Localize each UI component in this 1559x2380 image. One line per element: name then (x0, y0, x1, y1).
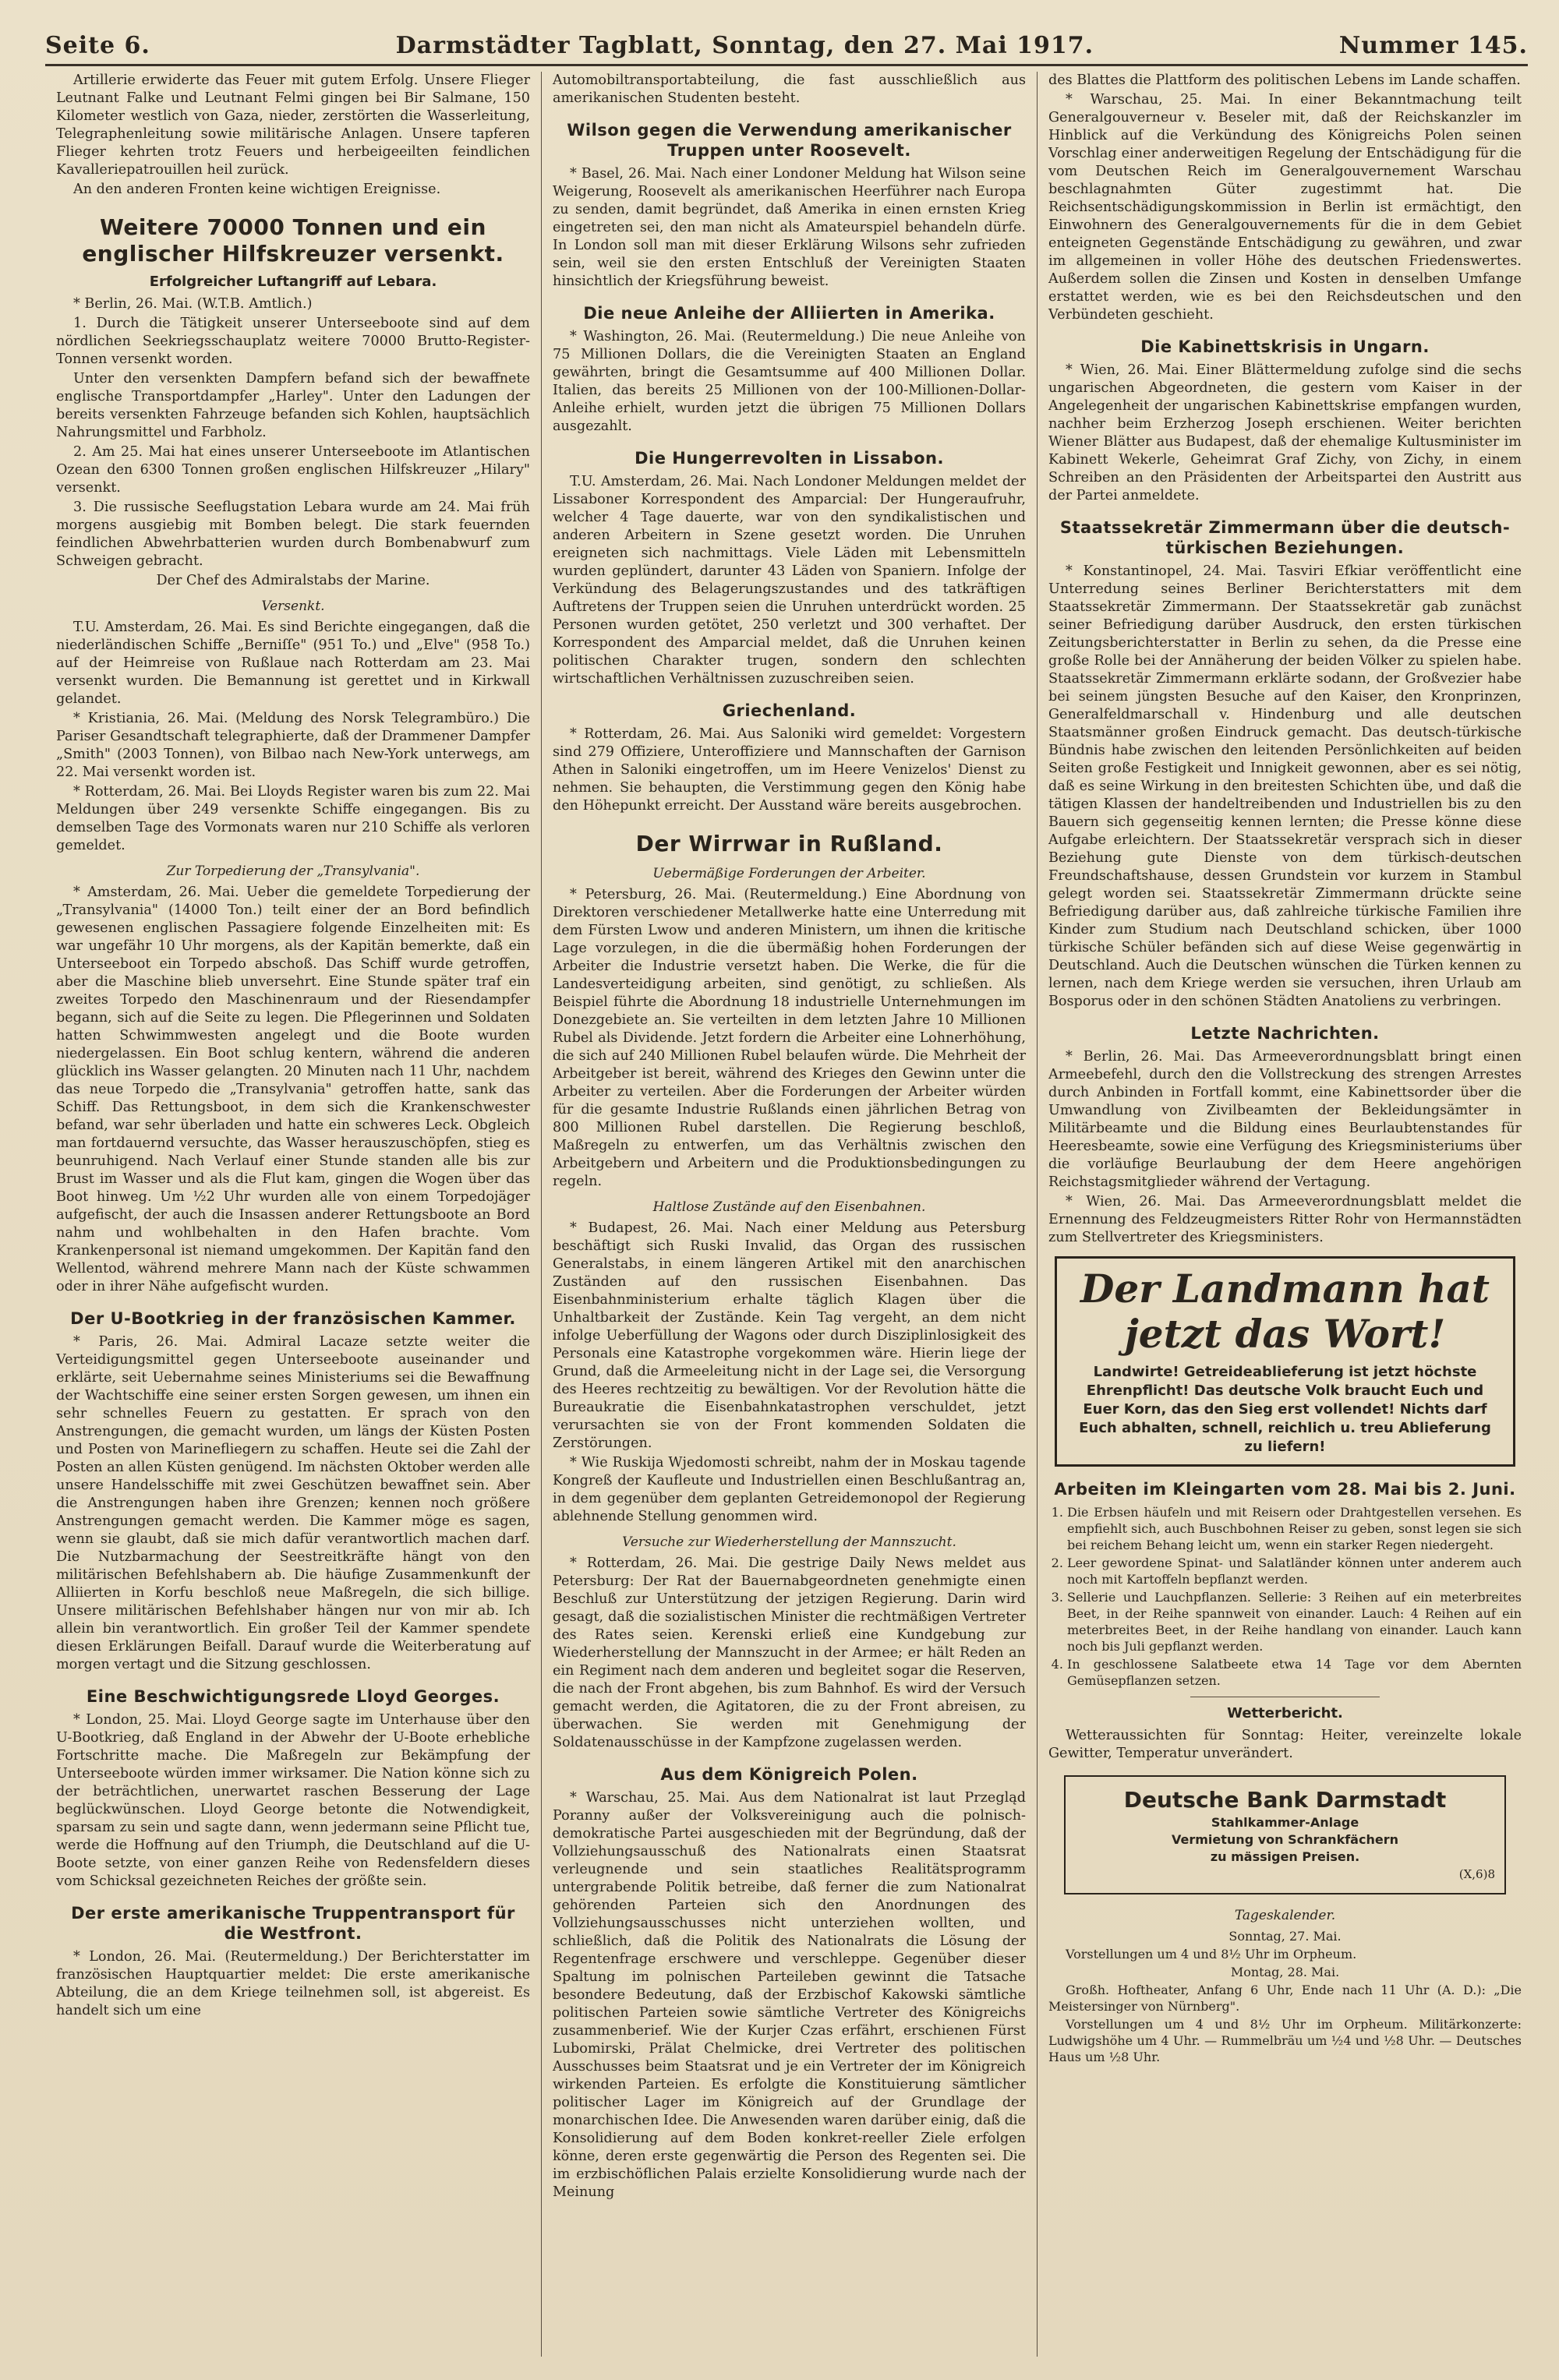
headline: Staatssekretär Zimmermann über die deutsch-türkischen Beziehungen. (1059, 518, 1511, 557)
article-text: * Berlin, 26. Mai. (W.T.B. Amtlich.) (73, 296, 313, 312)
headline: Die Kabinettskrisis in Ungarn. (1140, 337, 1430, 356)
article-text: des Blattes die Plattform des politischen Lebens im Lande schaffen. (1048, 72, 1521, 88)
article-signature: Der Chef des Admiralstabs der Marine. (156, 573, 430, 588)
ad-code: (X,6)8 (1458, 1867, 1495, 1881)
headline: Eine Beschwichtigungsrede Lloyd Georges. (86, 1687, 500, 1706)
headline: Wetterbericht. (1227, 1705, 1343, 1721)
article-text: * Warschau, 25. Mai. Aus dem Nationalrat ist laut Przegląd Poranny außer der Volksvereinigung auch die polnisch-demokratische Partei ausgeschieden mit der Begründung, daß der Vollziehungsausschuß des Nationalrats einen Staatsrat verleugnende und sein staatliches Realitätsprogramm untergrabende Politik betreibe, daß ferner die zum Nationalrat gehörenden Parteien sich den Anordnungen des Vollziehungsausschusses nicht unterziehen wollten, und schließlich, daß die Politik des Nationalrats die Lösung der Regentenfrage erschwere und verschleppe. Gegenüber dieser Spaltung im polnischen Parteileben gewinnt die Tatsache besondere Bedeutung, daß der Erzbischof Kakowski sämtliche politischen Parteien sowie sämtliche Vertreter des Königreichs zusammenberief. Wie der Kurjer Czas erfährt, erschienen Fürst Lubomirski, Prälat Chelmicke, drei Vertreter des politischen Ausschusses beim Staatsrat und je ein Vertreter der im Königreich wirkenden Parteien. Es erfolgte die Konstituierung sämtlicher politischer Lager im Königreich auf der Grundlage der monarchischen Idee. Die Anwesenden waren darüber einig, daß die Konsolidierung auf dem Boden konkret-reeller Ziele erfolgen könne, deren erste gegenwärtig die Person des Regenten sei. Die im erzbischöflichen Palais erzielte Konsolidierung wurde nach der Meinung (553, 1790, 1027, 2200)
subheadline: Versuche zur Wiederherstellung der Mannszucht. (622, 1534, 956, 1550)
headline: Weitere 70000 Tonnen und ein englischer Hilfskreuzer versenkt. (82, 214, 504, 267)
issue-number: Nummer 145. (1338, 32, 1528, 59)
article-text: * Amsterdam, 26. Mai. Ueber die gemeldete Torpedierung der „Transylvania" (14000 Ton.) teilt einer der an Bord befindlich gewesenen englischen Passagiere folgende Einzelheiten mit: Es war ungefähr 10 Uhr morgens, als der Kapitän bemerkte, daß ein Unterseeboot ein Torpedo abschoß. Das Schiff wurde getroffen, aber die Maschine blieb unversehrt. Eine Stunde später traf ein zweites Torpedo den Maschinenraum und der Riesendampfer begann, sich auf die Seite zu legen. Die Pflegerinnen und Soldaten hatten Schwimmwesten angelegt und die Boote wurden niedergelassen. Ein Boot schlug kentern, während die anderen glücklich ins Wasser gelangten. 20 Minuten nach 11 Uhr, nachdem das neue Torpedo die „Transylvania" getroffen hatte, sank das Schiff. Das Rettungsboot, in dem sich die Krankenschwester befand, war sehr überladen und hatte ein schweres Leck. Obgleich man fortdauernd versuchte, das Wasser herauszuschöpfen, stieg es beunruhigend. Nach Verlauf einer Stunde standen alle bis zur Brust im Wasser und als die Flut kam, gingen die Wogen über das Boot hinweg. Um ½2 Uhr wurden alle von einem Torpedojäger aufgefischt, der auch die Insassen anderer Rettungsboote an Bord nahm und wohlbehalten in den Hafen brachte. Vom Krankenpersonal ist niemand umgekommen. Der Kapitän fand den Wellentod, während mehrere Mann nach der Küste schwammen oder in ihrer Nähe aufgefischt wurden. (56, 885, 530, 1294)
subheadline: Uebermäßige Forderungen der Arbeiter. (652, 866, 926, 881)
article-text: * Berlin, 26. Mai. Das Armeeverordnungsblatt bringt einen Armeebefehl, durch den die Vollstreckung des strengen Arrestes durch Anbinden in Fortfall kommt, eine Kabinettsorder über die Umwandlung von Zivilbeamten der Bekleidungsämter in Militärbeamte und die Bildung eines Beurlaubtenstandes für Heeresbeamte, sowie eine Verfügung des Kriegsministeriums über die vorläufige Beurlaubung der dem Heere angehörigen Reichstagsmitglieder während der Vertagung. (1048, 1049, 1522, 1190)
subheadline: Zur Torpedierung der „Transylvania". (166, 863, 420, 879)
headline: Griechenland. (722, 701, 857, 720)
article-text: * Petersburg, 26. Mai. (Reutermeldung.) Eine Abordnung von Direktoren verschiedener Metallwerke hatte eine Unterredung mit dem Fürsten Lwow und anderen Ministern, um ihnen die kritische Lage vorzulegen, in die die übermäßig hohen Forderungen der Arbeiter die Industrie versetzt haben. Die Werke, die für die Landesverteidigung arbeiten, sind genötigt, zu schließen. Als Beispiel führte die Abordnung 18 industrielle Unternehmungen im Donezgebiete an. Sie verteilten in dem letzten Jahre 10 Millionen Rubel als Dividende. Jetzt fordern die Arbeiter eine Lohnerhöhung, die sich auf 240 Millionen Rubel belaufen würde. Die Mehrheit der Arbeitgeber ist bereit, während des Krieges den Gewinn unter die Arbeiter zu verteilen. Aber die Forderungen der Arbeiter würden für die gesamte Industrie Rußlands einen jährlichen Betrag von 800 Millionen Rubel darstellen. Die Regierung beschloß, Maßregeln zu entwerfen, um das Verhältnis zwischen den Arbeitgebern und Arbeitern und die Produktionsbedingungen zu regeln. (553, 887, 1026, 1189)
headline: Die Hungerrevolten in Lissabon. (635, 449, 944, 468)
headline: Wilson gegen die Verwendung amerikanischer Truppen unter Roosevelt. (567, 121, 1012, 160)
article-text: * Budapest, 26. Mai. Nach einer Meldung aus Petersburg beschäftigt sich Ruski Invalid, das Organ des russischen Generalstabs, in einem längeren Artikel mit den anarchischen Zuständen auf den russischen Eisenbahnen. Das Eisenbahnministerium erhalte täglich Klagen über die Unhaltbarkeit der Zustände. Kein Tag vergeht, an dem nicht infolge Ueberfüllung der Wagons oder durch Disziplinlosigkeit des Personals eine Katastrophe vorgekommen wäre. Hierin liege der Grund, daß die Armeeleitung nicht in der Lage sei, die Versorgung des Heeres rechtzeitig zu bewältigen. Vor der Revolution hätte die Bureaukratie die Eisenbahnkatastrophen verschuldet, jetzt verursachten sie von der Front kommenden Soldaten die Zerstörungen. (553, 1220, 1026, 1451)
subheadline: Erfolgreicher Luftangriff auf Lebara. (149, 274, 437, 290)
ad-title: Der Landmann hat jetzt das Wort! (1080, 1266, 1490, 1357)
calendar-line: Sonntag, 27. Mai. (1228, 1929, 1342, 1944)
page-number: Seite 6. (45, 32, 150, 59)
garden-task-list (1048, 1504, 1522, 1689)
article-text: * Kristiania, 26. Mai. (Meldung des Norsk Telegrambüro.) Die Pariser Gesandtschaft telegraphierte, daß der Drammener Dampfer „Smith" (2003 Tonnen), von Bilbao nach New-York unterwegs, am 22. Mai versenkt worden ist. (56, 711, 530, 780)
headline: Die neue Anleihe der Alliierten in Amerika. (583, 304, 995, 323)
article-text: * Paris, 26. Mai. Admiral Lacaze setzte weiter die Verteidigungsmittel gegen Unterseeboote auseinander und erklärte, seit Uebernahme seines Ministeriums sei die Bewaffnung der Wachtschiffe eine seiner ersten Sorgen gewesen, um ihnen ein sehr schnelles Feuern zu gestatten. Er sprach von den Anstrengungen, die gemacht wurden, um längs der Küsten Posten und Posten von Marinefliegern zu schaffen. Heute sei die Zahl der Posten an allen Küsten genügend. Im nächsten Oktober werden alle unsere Handelsschiffe mit zwei Geschützen bewaffnet sein. Aber die Anstrengungen haben ihre Grenzen; kennen noch größere Anstrengungen gemacht werden. Die Kammer möge es sagen, wenn sie glaubt, daß sie mich dafür verantwortlich machen darf. Die Nutzbarmachung der Seestreitkräfte hängt von den militärischen Befehlshabern ab. Die häufige Zusammenkunft der Alliierten in Korfu beschloß neue Maßregeln, die sich billige. Unsere militärischen Befehlshaber hängen nur von mir ab. Ich allein bin verantwortlich. Ein großer Teil der Kammer spendete diesen Erklärungen Beifall. Darauf wurde die Weiterberatung auf morgen vertagt und die Sitzung geschlossen. (56, 1334, 530, 1672)
headline: Letzte Nachrichten. (1190, 1024, 1380, 1043)
article-text: T.U. Amsterdam, 26. Mai. Es sind Berichte eingegangen, daß die niederländischen Schiffe „Berniſſe" (951 To.) und „Elve" (958 To.) auf der Heimreise von Rußlaue nach Rotterdam am 23. Mai versenkt wurden. Die Bemannung ist gerettet und in Kirkwall gelandet. (56, 620, 530, 707)
article-text: * London, 26. Mai. (Reutermeldung.) Der Berichterstatter im französischen Hauptquartier meldet: Die erste amerikanische Abteilung, die an dem Kriege teilnehmen soll, ist abgereist. Es handelt sich um eine (56, 1949, 530, 2018)
article-text: * Rotterdam, 26. Mai. Die gestrige Daily News meldet aus Petersburg: Der Rat der Bauernabgeordneten genehmigte einen Beschluß zur Unterstützung der jetzigen Regierung. Darin wird gesagt, daß die sozialistischen Minister die rechtmäßigen Vertreter des Rates seien. Kerenski erließ eine Kundgebung zur Wiederherstellung der Mannszucht in der Armee; er hält Reden an ein Regiment nach dem anderen und begleitet sogar die Reserven, die nach der Front abgehen, bis zum Bahnhof. Es wird der Versuch gemacht werden, die Agitatoren, die zu der Front abreisen, zu überwachen. Sie werden mit Genehmigung der Soldatenausschüsse in der Kampfzone zugelassen werden. (553, 1555, 1026, 1750)
calendar-line: Vorstellungen um 4 und 8½ Uhr im Orpheum. (1066, 1947, 1357, 1962)
running-head (45, 16, 1528, 66)
article-text: 2. Am 25. Mai hat eines unserer Unterseeboote im Atlantischen Ozean den 6300 Tonnen großen englischen Hilfskreuzer „Hilary" versenkt. (56, 444, 530, 496)
article-text: An den anderen Fronten keine wichtigen Ereignisse. (73, 182, 441, 197)
bank-name: Deutsche Bank Darmstadt (1123, 1787, 1447, 1813)
article-text: T.U. Amsterdam, 26. Mai. Nach Londoner Meldungen meldet der Lissaboner Korrespondent des Amparcial: Der Hungeraufruhr, welcher 4 Tage dauerte, war von den syndikalistischen und anderen Arbeitern in Szene gesetzt worden. Die Unruhen ereigneten sich nachmittags. Viele Läden mit Lebensmitteln wurden geplündert, darunter 43 Läden von Spaniern. Infolge der Verkündung des Belagerungszustandes und des tatkräftigen Auftretens der Truppen seien die Unruhen unterdrückt worden. 25 Personen wurden getötet, 250 verletzt und 300 verhaftet. Der Korrespondent des Amparcial meldet, daß die Unruhen keinen politischen Charakter trugen, sondern den schlechten wirtschaftlichen Verhältnissen zuzuschreiben seien. (553, 474, 1026, 687)
list-item: 4. In geschlossene Salatbeete etwa 14 Tage vor dem Abernten Gemüsepflanzen setzen. (1067, 1656, 1522, 1689)
subheadline: Versenkt. (261, 599, 325, 614)
article-text: 1. Durch die Tätigkeit unserer Unterseeboote sind auf dem nördlichen Seekriegsschauplatz weitere 70000 Brutto-Register-Tonnen versenkt worden. (56, 316, 530, 367)
bank-line: Vermietung von Schrankfächern (1172, 1832, 1398, 1847)
bank-line: Stahlkammer-Anlage (1211, 1815, 1359, 1830)
article-text: Automobiltransportabteilung, die fast ausschließlich aus amerikanischen Studenten besteht. (553, 72, 1026, 106)
article-text: * Washington, 26. Mai. (Reutermeldung.) Die neue Anleihe von 75 Millionen Dollars, die die Vereinigten Staaten an England gewährten, bringt die Gesamtsumme auf 400 Millionen Dollar. Italien, das bereits 25 Millionen von der 100-Millionen-Dollar-Anleihe erhielt, wurden jetzt die übrigen 75 Millionen Dollars ausgezahlt. (553, 329, 1026, 434)
article-text: * Konstantinopel, 24. Mai. Tasviri Efkiar veröffentlicht eine Unterredung seines Berliner Berichterstatters mit dem Staatssekretär Zimmermann. Der Staatssekretär gab zunächst seiner Befriedigung darüber Ausdruck, den ersten türkischen Zeitungsberichterstatter in Berlin zu sehen, da die Presse eine große Rolle bei der Annäherung der beiden Völker zu spielen habe. Staatssekretär Zimmermann erklärte sodann, der Großvezier habe bei seinem jüngsten Besuche auf den Kaiser, den Kronprinzen, Generalfeldmarschall v. Hindenburg und alle deutschen Staatsmänner großen Eindruck gemacht. Das deutsch-türkische Bündnis habe zwischen den leitenden Persönlichkeiten auf beiden Seiten große Festigkeit und Innigkeit gewonnen, aber es sei nötig, daß es seine Wirkung in den breitesten Schichten übe, und daß die tätigen Klassen der handeltreibenden und Industriellen bis zu den Bauern sich gegenseitig kennen lernten; die Presse könne diese Aufgabe erleichtern. Der Staatssekretär versprach sich in dieser Beziehung gute Dienste von dem türkisch-deutschen Freundschaftshause, dessen Grundstein vor kurzem in Stambul gelegt worden sei. Staatssekretär Zimmermann drückte seine Befriedigung darüber aus, daß zahlreiche türkische Familien ihre Kinder zum Studium nach Deutschland schicken, über 1000 türkische Schüler befänden sich auf diese Weise gegenwärtig in Deutschland. Auch die Deutschen wünschen die Türken kennen zu lernen, nach dem Kriege werden sie versuchen, ihren Urlaub am Bosporus oder in den schönen Städten Anatoliens zu verbringen. (1048, 563, 1522, 1009)
calendar-line: Vorstellungen um 4 und 8½ Uhr im Orpheum. Militärkonzerte: Ludwigshöhe um 4 Uhr. — Rummelbräu um ½4 und ½8 Uhr. — Deutsches Haus um ½8 Uhr. (1048, 2017, 1522, 2064)
article-text: * Wie Ruskija Wjedomosti schreibt, nahm der in Moskau tagende Kongreß der Kaufleute und Industriellen einen Beschlußantrag an, in dem gegenüber dem geplanten Getreidemonopol der Regierung ablehnende Stellung genommen wird. (553, 1455, 1026, 1524)
list-item: 2. Leer gewordene Spinat- und Salatländer können unter anderem auch noch mit Kartoffeln bepflanzt werden. (1067, 1555, 1522, 1587)
advertisement-bank (1064, 1775, 1506, 1894)
article-text: * Rotterdam, 26. Mai. Aus Saloniki wird gemeldet: Vorgestern sind 279 Offiziere, Unteroffiziere und Mannschaften der Garnison Athen in Saloniki eingetroffen, um im Heere Venizelos' Dienst zu nehmen. Sie behaupten, die Verstimmung gegen den König habe den Höhepunkt erreicht. Der Ausstand wäre bereits ausgebrochen. (553, 726, 1026, 814)
article-text: * Wien, 26. Mai. Das Armeeverordnungsblatt meldet die Ernennung des Feldzeugmeisters Ritter Rohr von Hermannstädten zum Stellvertreter des Kriegsministers. (1048, 1194, 1522, 1245)
article-text: * Basel, 26. Mai. Nach einer Londoner Meldung hat Wilson seine Weigerung, Roosevelt als amerikanischen Heerführer nach Europa zu senden, damit begründet, daß Amerika in einen ernsten Krieg eingetreten sei, den man nicht als Amateurspiel behandeln dürfe. In London soll man mit dieser Erklärung Wilsons sehr zufrieden sein, weil sie den ersten Entschluß der Vereinigten Staaten hinsichtlich der Kriegsführung beweist. (553, 166, 1026, 289)
calendar-line: Großh. Hoftheater, Anfang 6 Uhr, Ende nach 11 Uhr (A. D.): „Die Meistersinger von Nürnberg". (1048, 1983, 1522, 2014)
headline: Der erste amerikanische Truppentransport für die Westfront. (71, 1904, 515, 1943)
headline: Aus dem Königreich Polen. (660, 1765, 918, 1784)
masthead-line: Darmstädter Tagblatt, Sonntag, den 27. Mai 1917. (395, 32, 1094, 59)
ad-text: Landwirte! Getreideablieferung ist jetzt höchste Ehrenpflicht! Das deutsche Volk braucht Euch und Euer Korn, das den Sieg erst vollendet! Nichts darf Euch abhalten, schnell, reichlich u. treu Ablieferung zu liefern! (1079, 1364, 1491, 1455)
column-3 (1037, 72, 1532, 2357)
weather-text: Wetteraussichten für Sonntag: Heiter, vereinzelte lokale Gewitter, Temperatur unverändert. (1048, 1728, 1522, 1761)
article-text: Unter den versenkten Dampfern befand sich der bewaffnete englische Transportdampfer „Harley". Unter den Ladungen der bereits versenkten Fahrzeuge befanden sich Kohlen, hauptsächlich Nahrungsmittel und Farbholz. (56, 371, 530, 440)
subheadline: Haltlose Zustände auf den Eisenbahnen. (652, 1199, 926, 1215)
headline: Der U-Bootkrieg in der französischen Kammer. (70, 1309, 516, 1328)
list-item: 3. Sellerie und Lauchpflanzen. Sellerie: 3 Reihen auf ein meterbreites Beet, in der Reihe spannweit von einander. Lauch: 4 Reihen auf ein meterbreites Beet, in der Reihe handlang von einander. Lauch kann noch bis Juli gepflanzt werden. (1067, 1589, 1522, 1654)
headline: Der Wirrwar in Rußland. (635, 831, 943, 856)
bank-line: zu mässigen Preisen. (1210, 1849, 1360, 1864)
article-text: * London, 25. Mai. Lloyd George sagte im Unterhause über den U-Bootkrieg, daß England in der Abwehr der U-Boote erhebliche Fortschritte mache. Die Maßregeln zur Bekämpfung der Unterseeboote würden immer wirksamer. Die Nation könne sich zu der beträchtlichen, unerwartet raschen Besserung der Lage beglückwünschen. Lloyd George betonte die Notwendigkeit, sparsam zu sein und sagte dann, wenn jedermann seine Pflicht tue, werde die Hoffnung auf den Triumph, die Deutschland auf die U-Boote setzte, von einer ganzen Reihe von Redensfeldern dieses vom Schicksal gezeichneten Reiches der größte sein. (56, 1712, 530, 1889)
column-1 (45, 72, 541, 2357)
article-text: * Rotterdam, 26. Mai. Bei Lloyds Register waren bis zum 22. Mai Meldungen über 249 versenkte Schiffe eingegangen. Bis zu demselben Tage des Vormonats waren nur 210 Schiffe als verloren gemeldet. (56, 784, 530, 853)
calendar-line: Montag, 28. Mai. (1230, 1965, 1340, 1979)
calendar-title: Tageskalender. (1234, 1908, 1336, 1923)
list-item: 1. Die Erbsen häufeln und mit Reisern oder Drahtgestellen versehen. Es empfiehlt sich, auch Buschbohnen Reiser zu geben, sonst legen sie sich bei reichem Behang leicht um, wenn ein starker Regen niedergeht. (1067, 1504, 1522, 1553)
headline: Arbeiten im Kleingarten vom 28. Mai bis 2. Juni. (1054, 1480, 1516, 1499)
article-text: * Warschau, 25. Mai. In einer Bekanntmachung teilt Generalgouverneur v. Beseler mit, daß der Reichskanzler im Hinblick auf die Verkündung des Königreichs Polen seinen Vorschlag einer anderweitigen Regelung der Entschädigung für die vom Deutschen Reich im Generalgouvernement Warschau beschlagnahmten Güter zugestimmt hat. Die Reichsentschädigungskommission in Berlin ist ermächtigt, den Einwohnern des Generalgouvernements für die in dem Gebiet enteigneten Gegenstände Entschädigung zu gewähren, und zwar im allgemeinen in voller Höhe des deutschen Friedenswertes. Außerdem sollen die Zinsen und Kosten in denselben Umfange erstattet werden, wie es bei den Reichsdeutschen und den Verbündeten geschieht. (1048, 92, 1522, 323)
article-text: 3. Die russische Seeflugstation Lebara wurde am 24. Mai früh morgens ausgiebig mit Bomben belegt. Die stark feuernden feindlichen Abwehrbatterien wurden durch Bombenabwurf zum Schweigen gebracht. (56, 500, 530, 569)
advertisement-landmann (1055, 1256, 1515, 1467)
article-text: Artillerie erwiderte das Feuer mit gutem Erfolg. Unsere Flieger Leutnant Falke und Leutnant Felmi gingen bei Bir Salmane, 150 Kilometer westlich von Gaza, nieder, zerstörten die Wasserleitung, Telegraphenleitung sowie militärische Anlagen. Unsere tapferen Flieger kehrten trotz Feuers und herbeigeeilten feindlichen Kavalleriepatrouillen heil zurück. (56, 72, 530, 178)
column-2 (541, 72, 1037, 2357)
article-text: * Wien, 26. Mai. Einer Blättermeldung zufolge sind die sechs ungarischen Abgeordneten, die gestern vom Kaiser in der Angelegenheit der ungarischen Kabinettskrise empfangen wurden, nachher beim Erzherzog Joseph erschienen. Weiter berichten Wiener Blätter aus Budapest, daß der ehemalige Kultusminister im Kabinett Wekerle, Geheimrat Graf Zichy, von Zichy, in einem Schreiben an den Präsidenten der Arbeitspartei den Austritt aus der Partei anmeldete. (1048, 362, 1522, 503)
